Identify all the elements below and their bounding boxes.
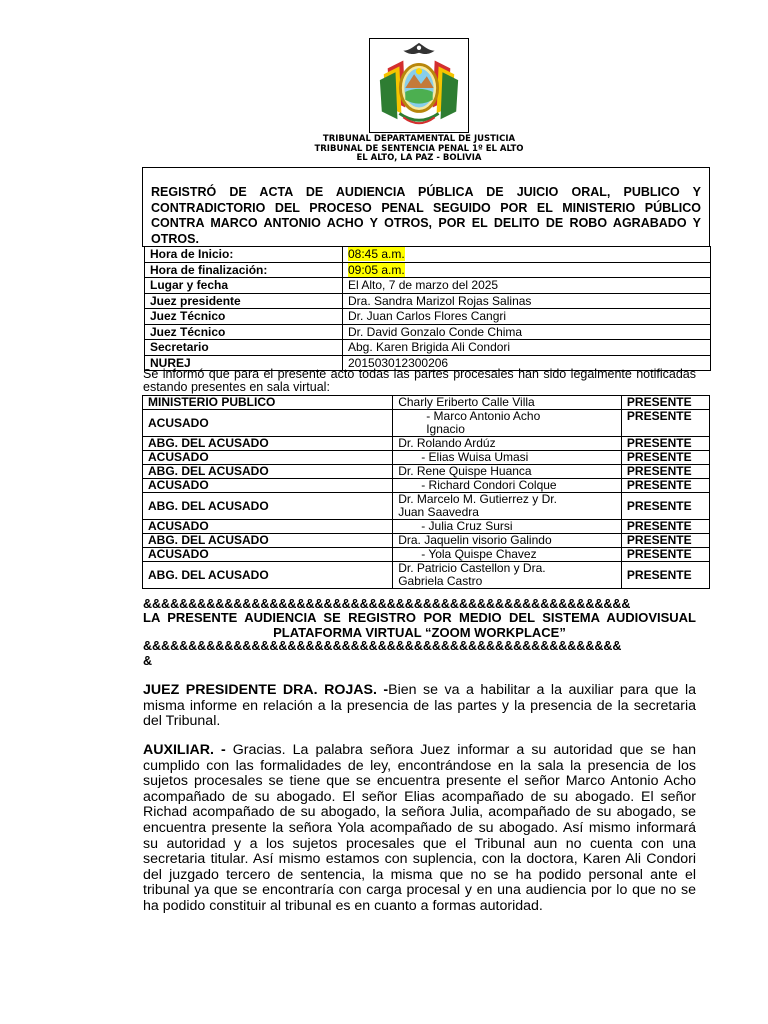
party-name: - Richard Condori Colque (393, 479, 622, 493)
party-name: - Julia Cruz Sursi (393, 520, 622, 534)
info-label: Juez Técnico (145, 309, 343, 325)
party-status: PRESENTE (621, 493, 709, 520)
party-status: PRESENTE (621, 437, 709, 451)
party-name-line: - Marco Antonio Acho (426, 409, 541, 423)
party-status: PRESENTE (621, 520, 709, 534)
party-role: MINISTERIO PUBLICO (143, 396, 393, 410)
party-name: Dr. Rolando Ardúz (393, 437, 622, 451)
party-status: PRESENTE (621, 451, 709, 465)
party-name: Charly Eriberto Calle Villa (393, 396, 622, 410)
speaker-label: AUXILIAR. - (143, 742, 226, 758)
ampersand-separator: &&&&&&&&&&&&&&&&&&&&&&&&&&&&&&&&&&&&&&&&&&&&&&&&&&&&&& (143, 597, 631, 611)
party-name-line: Dr. Marcelo M. Gutierrez y Dr. (398, 492, 557, 506)
party-status: PRESENTE (621, 396, 709, 410)
table-row (143, 396, 710, 410)
judge-statement (143, 683, 696, 730)
party-name (393, 562, 622, 589)
table-row (143, 548, 710, 562)
info-value: Dra. Sandra Marizol Rojas Salinas (343, 293, 711, 309)
party-status: PRESENTE (621, 479, 709, 493)
party-name: - Elias Wuisa Umasi (393, 451, 622, 465)
party-name-line: Dr. Patricio Castellon y Dra. (398, 561, 546, 575)
party-status: PRESENTE (621, 548, 709, 562)
table-row (143, 493, 710, 520)
bolivia-coat-of-arms-icon (370, 39, 468, 132)
hearing-info-table (144, 246, 711, 371)
auxiliary-statement (143, 743, 696, 915)
statement-text: Bien se va a habilitar a la auxiliar para que la misma informe en relación a la presencia de las partes y la presencia de la secretaria del Tribunal. (143, 682, 697, 730)
title-box (142, 167, 710, 247)
table-row (145, 262, 711, 278)
table-row (143, 465, 710, 479)
info-label: Juez Técnico (145, 324, 343, 340)
start-time-value: 08:45 a.m. (348, 247, 405, 262)
party-name (393, 493, 622, 520)
party-name-line: Gabriela Castro (398, 574, 483, 588)
speaker-label: JUEZ PRESIDENTE DRA. ROJAS. - (143, 682, 389, 698)
document-title: REGISTRÓ DE ACTA DE AUDIENCIA PÚBLICA DE JUICIO ORAL, PUBLICO Y CONTRADICTORIO DEL PROCESO PENAL SEGUIDO POR EL MINISTERIO PÚBLICO CONTRA MARCO ANTONIO ACHO Y OTROS, POR EL DELITO DE ROBO AGRABADO Y OTROS. (151, 185, 701, 246)
party-role: ACUSADO (143, 451, 393, 465)
table-row (143, 534, 710, 548)
party-status: PRESENTE (621, 562, 709, 589)
parties-table (142, 395, 710, 589)
table-row (143, 479, 710, 493)
court-header (230, 135, 608, 164)
party-status: PRESENTE (621, 410, 709, 437)
party-role: ABG. DEL ACUSADO (143, 437, 393, 451)
party-role: ABG. DEL ACUSADO (143, 562, 393, 589)
info-label: Hora de finalización: (145, 262, 343, 278)
party-role: ACUSADO (143, 410, 393, 437)
header-line-3: EL ALTO, LA PAZ - BOLIVIA (356, 153, 482, 163)
table-row (143, 520, 710, 534)
info-value: 201503012300206 (343, 355, 711, 371)
party-name (393, 410, 622, 437)
party-role: ABG. DEL ACUSADO (143, 534, 393, 548)
party-role: ABG. DEL ACUSADO (143, 465, 393, 479)
header-line-1: TRIBUNAL DEPARTAMENTAL DE JUSTICIA (322, 134, 516, 144)
ampersand-separator: &&&&&&&&&&&&&&&&&&&&&&&&&&&&&&&&&&&&&&&&&&&&&&&&&&&&& (143, 639, 622, 653)
table-row (143, 562, 710, 589)
info-value: El Alto, 7 de marzo del 2025 (343, 278, 711, 294)
party-status: PRESENTE (621, 534, 709, 548)
header-line-2: TRIBUNAL DE SENTENCIA PENAL 1º EL ALTO (314, 143, 524, 154)
info-value: Abg. Karen Brigida Ali Condori (343, 340, 711, 356)
table-row (143, 437, 710, 451)
party-status: PRESENTE (621, 465, 709, 479)
party-role: ACUSADO (143, 520, 393, 534)
party-name: Dra. Jaquelin visorio Galindo (393, 534, 622, 548)
party-role: ACUSADO (143, 548, 393, 562)
info-label: Hora de Inicio: (145, 247, 343, 263)
info-value: Dr. David Gonzalo Conde Chima (343, 324, 711, 340)
info-value: Dr. Juan Carlos Flores Cangri (343, 309, 711, 325)
info-label: Juez presidente (145, 293, 343, 309)
table-row (145, 247, 711, 263)
info-label: Lugar y fecha (145, 278, 343, 294)
intro-paragraph: Se informó que para el presente acto todas las partes procesales han sido legalmente notificadas estando presentes en sala virtual: (143, 367, 696, 394)
end-time-value: 09:05 a.m. (348, 262, 405, 277)
table-row (145, 309, 711, 325)
statement-text: Gracias. La palabra señora Juez informar a su autoridad que se han cumplido con las formalidades de ley, encontrándose en la sala la presencia de los sujetos procesales se tiene que se encuentra presente el señor Marco Antonio Acho acompañado de su abogado. El señor Elias acompañado de su abogado. El señor Richad acompañado de su abogado, la señora Julia, acompañado de su abogado, se encuentra presente la señora Yola acompañado de su abogado. Así mismo informará su autoridad y a los sujetos procesales que el Tribunal aun no cuenta con una secretaria titular. Así mismo estamos con suplencia, con la doctora, Karen Ali Condori del juzgado tercero de sentencia, la misma que no se ha podido personal ante el tribunal ya que se encontraría con carga procesal y en una audiencia por lo que no se ha podido constituir al tribunal es en cuanto a formas autoridad. (143, 742, 696, 914)
party-role: ABG. DEL ACUSADO (143, 493, 393, 520)
party-name: Dr. Rene Quispe Huanca (393, 465, 622, 479)
info-value (343, 247, 711, 263)
party-name-line: Juan Saavedra (398, 505, 479, 519)
coat-of-arms-seal (369, 38, 469, 133)
party-name: - Yola Quispe Chavez (393, 548, 622, 562)
table-row (145, 324, 711, 340)
table-row (143, 451, 710, 465)
platform-notice: LA PRESENTE AUDIENCIA SE REGISTRO POR MEDIO DEL SISTEMA AUDIOVISUAL PLATAFORMA VIRTUAL “ZOOM WORKPLACE” (143, 610, 696, 640)
party-role: ACUSADO (143, 479, 393, 493)
info-label: NUREJ (145, 355, 343, 371)
table-row (143, 410, 710, 437)
info-value (343, 262, 711, 278)
table-row (145, 278, 711, 294)
ampersand-separator: & (143, 654, 153, 668)
table-row (145, 293, 711, 309)
party-name-line: Ignacio (426, 422, 465, 436)
info-label: Secretario (145, 340, 343, 356)
table-row (145, 340, 711, 356)
